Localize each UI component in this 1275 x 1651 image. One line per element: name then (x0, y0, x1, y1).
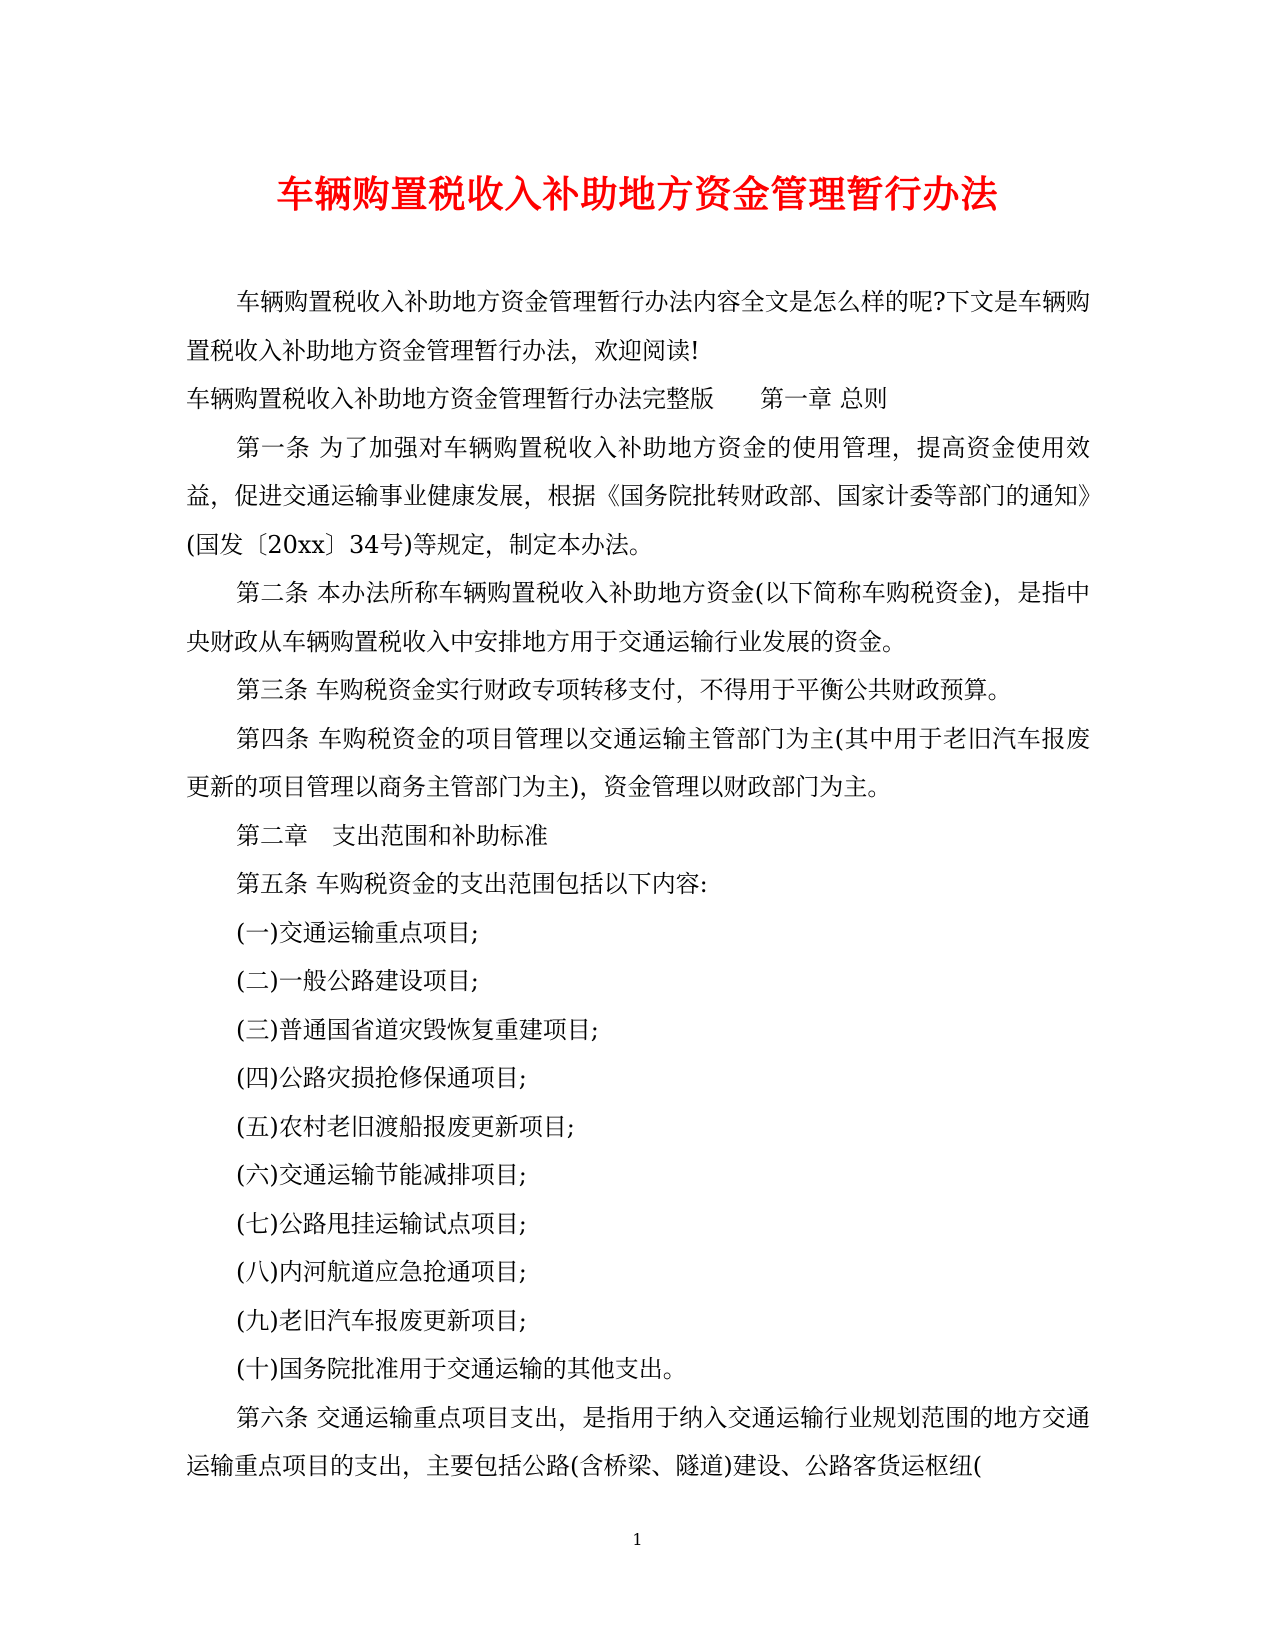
paragraph-article-2: 第二条 本办法所称车辆购置税收入补助地方资金(以下简称车购税资金)，是指中央财政从车辆购置税收入中安排地方用于交通运输行业发展的资金。 (186, 579, 1090, 656)
full-version-title: 车辆购置税收入补助地方资金管理暂行办法完整版 (186, 385, 714, 413)
page-number: 1 (632, 1530, 643, 1549)
paragraph-article-4: 第四条 车购税资金的项目管理以交通运输主管部门为主(其中用于老旧汽车报废更新的项目管理以商务主管部门为主)，资金管理以财政部门为主。 (186, 724, 1090, 801)
chapter-two-heading: 第二章 支出范围和补助标准 (236, 821, 548, 850)
list-item: (九)老旧汽车报废更新项目; (236, 1306, 527, 1335)
document-body (186, 278, 1090, 1491)
document-title: 车辆购置税收入补助地方资金管理暂行办法 (276, 172, 999, 216)
list-item: (四)公路灾损抢修保通项目; (236, 1064, 527, 1092)
paragraph-article-5: 第五条 车购税资金的支出范围包括以下内容: (236, 870, 708, 898)
list-item: (五)农村老旧渡船报废更新项目; (236, 1112, 575, 1141)
list-item: (十)国务院批准用于交通运输的其他支出。 (236, 1355, 687, 1383)
list-item: (八)内河航道应急抢通项目; (236, 1258, 527, 1286)
list-item: (七)公路甩挂运输试点项目; (236, 1209, 527, 1238)
paragraph-article-1: 第一条 为了加强对车辆购置税收入补助地方资金的使用管理，提高资金使用效益，促进交通运输事业健康发展，根据《国务院批转财政部、国家计委等部门的通知》(国发〔20xx〕34号)等规定，制定本办法。 (186, 433, 1090, 559)
chapter-one-heading: 第一章 总则 (760, 385, 888, 413)
list-item: (三)普通国省道灾毁恢复重建项目; (236, 1015, 599, 1044)
list-item: (一)交通运输重点项目; (236, 918, 479, 947)
paragraph-intro: 车辆购置税收入补助地方资金管理暂行办法内容全文是怎么样的呢?下文是车辆购置税收入补助地方资金管理暂行办法，欢迎阅读! (186, 288, 1090, 365)
list-item: (二)一般公路建设项目; (236, 967, 479, 995)
paragraph-article-6: 第六条 交通运输重点项目支出，是指用于纳入交通运输行业规划范围的地方交通运输重点项目的支出，主要包括公路(含桥梁、隧道)建设、公路客货运枢纽( (186, 1403, 1090, 1480)
list-item: (六)交通运输节能减排项目; (236, 1161, 527, 1189)
paragraph-heading-line (186, 375, 1090, 424)
paragraph-article-3: 第三条 车购税资金实行财政专项转移支付，不得用于平衡公共财政预算。 (236, 676, 1012, 704)
